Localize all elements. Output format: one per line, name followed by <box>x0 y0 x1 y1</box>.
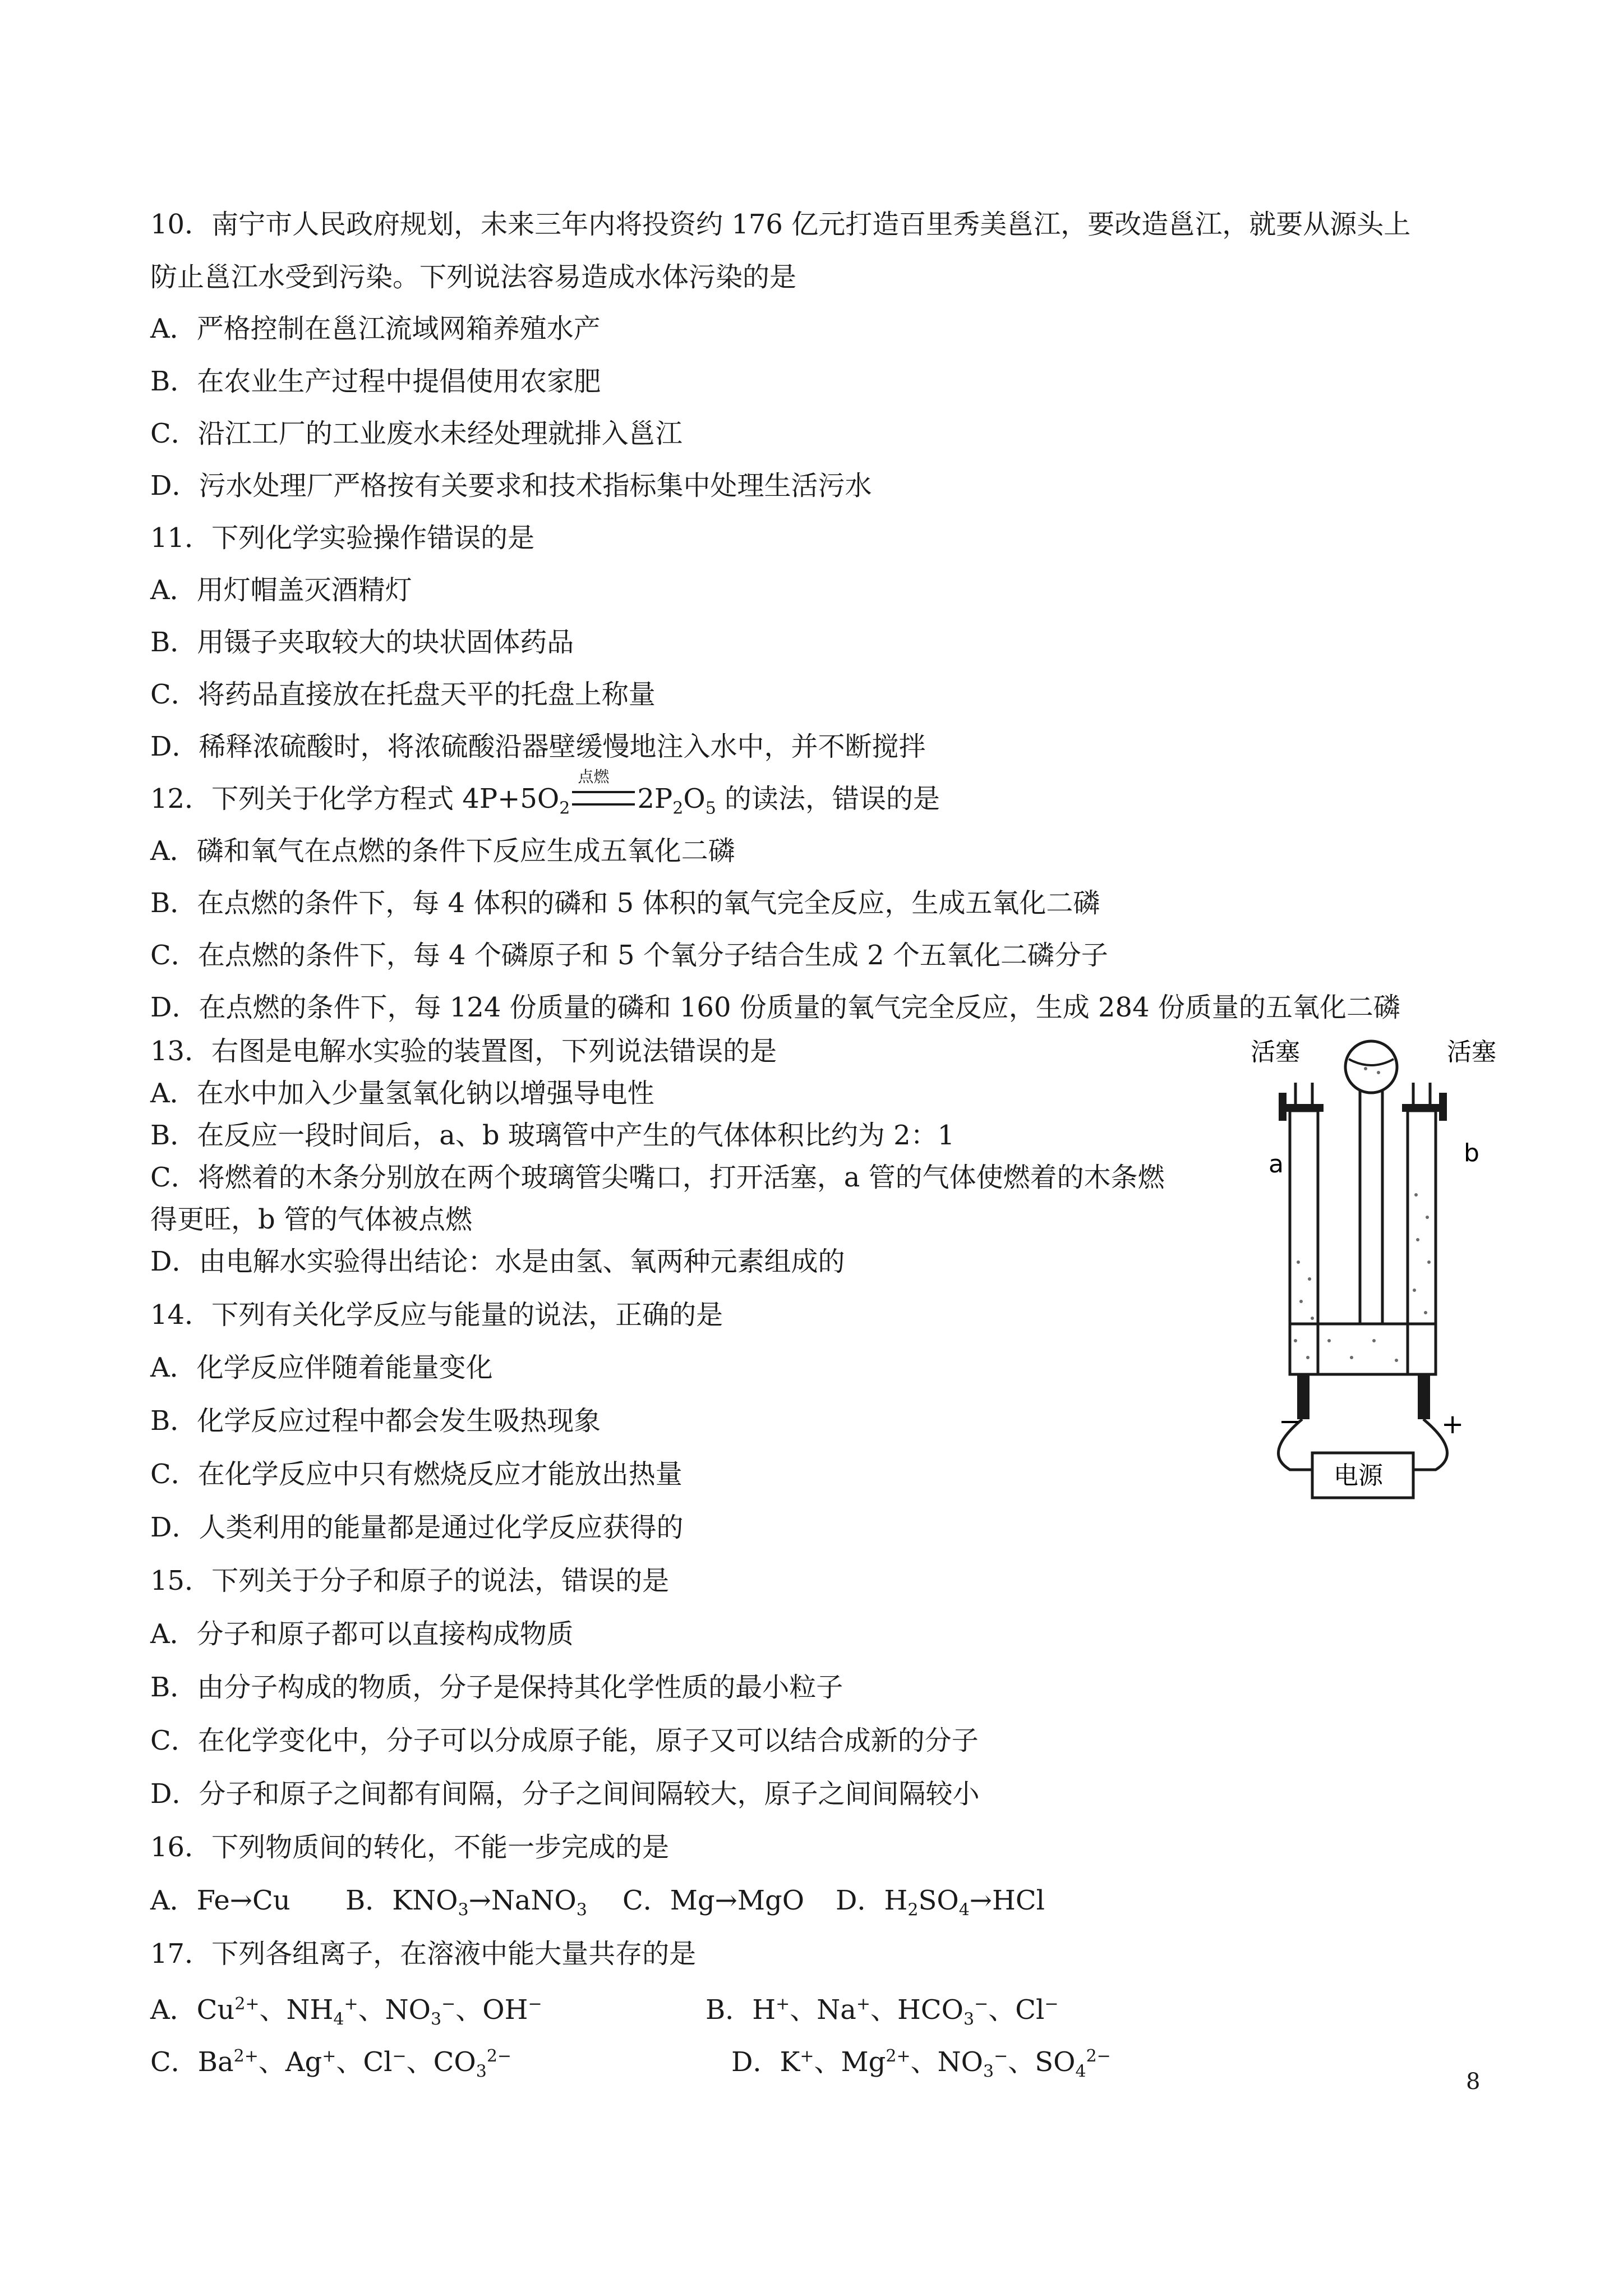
q12-p-subscript: 2 <box>672 798 684 818</box>
q11-option-b: B．用镊子夹取较大的块状固体药品 <box>150 627 574 658</box>
page-number: 8 <box>1466 2069 1481 2095</box>
q15-option-d: D．分子和原子之间都有间隔，分子之间间隔较大，原子之间间隔较小 <box>150 1778 980 1810</box>
tube-a-label: a <box>1269 1150 1284 1179</box>
q12-o2-subscript: 2 <box>559 798 570 818</box>
q16-options <box>150 1884 1496 1920</box>
negative-terminal-label: − <box>1279 1406 1302 1437</box>
q12-product: 2P <box>637 783 673 815</box>
q13-option-d: D．由电解水实验得出结论：水是由氢、氧两种元素组成的 <box>150 1246 845 1277</box>
q15-stem: 15．下列关于分子和原子的说法，错误的是 <box>150 1565 670 1596</box>
q16-option-d: D．$H_2SO_4\to HCl$ <box>836 1885 1045 1920</box>
q14-stem: 14．下列有关化学反应与能量的说法，正确的是 <box>150 1299 723 1331</box>
q13-option-c-line2: 得更旺，b 管的气体被点燃 <box>150 1204 472 1235</box>
q12-stem <box>150 767 940 818</box>
q17-option-d: D．K+、$Mg^{2+}$、$NO_3^-$、$SO_4^{2-}$ <box>731 2046 1111 2082</box>
q17-options-row2 <box>150 2045 1496 2082</box>
q11-option-a: A．用灯帽盖灭酒精灯 <box>150 574 412 606</box>
q12-stem-prefix: 12．下列关于化学方程式 4P+5O <box>150 783 560 815</box>
q10-stem-line2: 防止邕江水受到污染。下列说法容易造成水体污染的是 <box>150 261 797 293</box>
q10-option-b: B．在农业生产过程中提倡使用农家肥 <box>150 366 601 397</box>
q15-option-c: C．在化学变化中，分子可以分成原子能，原子又可以结合成新的分子 <box>150 1725 979 1756</box>
q15-option-a: A．分子和原子都可以直接构成物质 <box>150 1618 574 1650</box>
q12-option-b: B．在点燃的条件下，每 4 体积的磷和 5 体积的氧气完全反应，生成五氧化二磷 <box>150 887 1100 919</box>
q11-option-d: D．稀释浓硫酸时，将浓硫酸沿器壁缓慢地注入水中，并不断搅拌 <box>150 731 926 762</box>
q10-option-a: A．严格控制在邕江流域网箱养殖水产 <box>150 313 601 344</box>
valve-right-label: 活塞 <box>1447 1038 1496 1066</box>
q17-option-a: A．$Cu^{2+}$、$NH_4^+$、$NO_3^-$、OH− <box>150 1994 542 2030</box>
q16-option-c: C．Mg→MgO <box>623 1885 805 1916</box>
q14-option-a: A．化学反应伴随着能量变化 <box>150 1352 493 1383</box>
q12-option-d: D．在点燃的条件下，每 124 份质量的磷和 160 份质量的氧气完全反应，生成 284 份质量的五氧化二磷 <box>150 992 1400 1023</box>
q10-option-c: C．沿江工厂的工业废水未经处理就排入邕江 <box>150 418 683 449</box>
q13-option-a: A．在水中加入少量氢氧化钠以增强导电性 <box>150 1078 654 1109</box>
q17-options-row1 <box>150 1993 1496 2030</box>
reaction-condition: 点燃 <box>578 767 610 786</box>
power-supply-label: 电源 <box>1334 1461 1383 1490</box>
q17-option-b: B．H+、Na+、$HCO_3^-$、Cl− <box>706 1994 1059 2030</box>
q14-option-b: B．化学反应过程中都会发生吸热现象 <box>150 1405 601 1437</box>
reaction-arrow <box>572 767 635 815</box>
tube-b-label: b <box>1464 1139 1479 1167</box>
q12-product-o: O <box>683 783 706 815</box>
q16-option-b: B．$KNO_3\to NaNO_3$ <box>345 1885 587 1920</box>
q12-option-c: C．在点燃的条件下，每 4 个磷原子和 5 个氧分子结合生成 2 个五氧化二磷分子 <box>150 940 1108 971</box>
q15-option-b: B．由分子构成的物质，分子是保持其化学性质的最小粒子 <box>150 1672 843 1703</box>
q13-option-c-line1: C．将燃着的木条分别放在两个玻璃管尖嘴口，打开活塞，a 管的气体使燃着的木条燃 <box>150 1162 1165 1193</box>
q13-stem: 13．右图是电解水实验的装置图，下列说法错误的是 <box>150 1036 777 1067</box>
q14-option-c: C．在化学反应中只有燃烧反应才能放出热量 <box>150 1458 683 1490</box>
q11-stem: 11．下列化学实验操作错误的是 <box>150 522 535 554</box>
q13-option-b: B．在反应一段时间后，a、b 玻璃管中产生的气体体积比约为 2：1 <box>150 1120 955 1151</box>
q12-option-a: A．磷和氧气在点燃的条件下反应生成五氧化二磷 <box>150 835 735 867</box>
q16-stem: 16．下列物质间的转化，不能一步完成的是 <box>150 1832 670 1863</box>
q17-stem: 17．下列各组离子，在溶液中能大量共存的是 <box>150 1938 697 1970</box>
q17-option-c: C．$Ba^{2+}$、Ag+、Cl−、$CO_3^{2-}$ <box>150 2046 512 2082</box>
q11-option-c: C．将药品直接放在托盘天平的托盘上称量 <box>150 679 656 710</box>
q12-stem-suffix: 的读法，错误的是 <box>716 783 940 815</box>
q10-option-d: D．污水处理厂严格按有关要求和技术指标集中处理生活污水 <box>150 470 872 501</box>
positive-terminal-label: + <box>1441 1409 1464 1440</box>
valve-left-label: 活塞 <box>1251 1038 1300 1066</box>
electrolysis-apparatus-diagram <box>1239 1027 1509 1503</box>
q16-option-a: A．Fe→Cu <box>150 1885 291 1916</box>
q14-option-d: D．人类利用的能量都是通过化学反应获得的 <box>150 1512 684 1543</box>
q12-o-subscript: 5 <box>705 798 716 818</box>
q10-stem-line1: 10．南宁市人民政府规划，未来三年内将投资约 176 亿元打造百里秀美邕江，要改造邕江，就要从源头上 <box>150 209 1411 240</box>
